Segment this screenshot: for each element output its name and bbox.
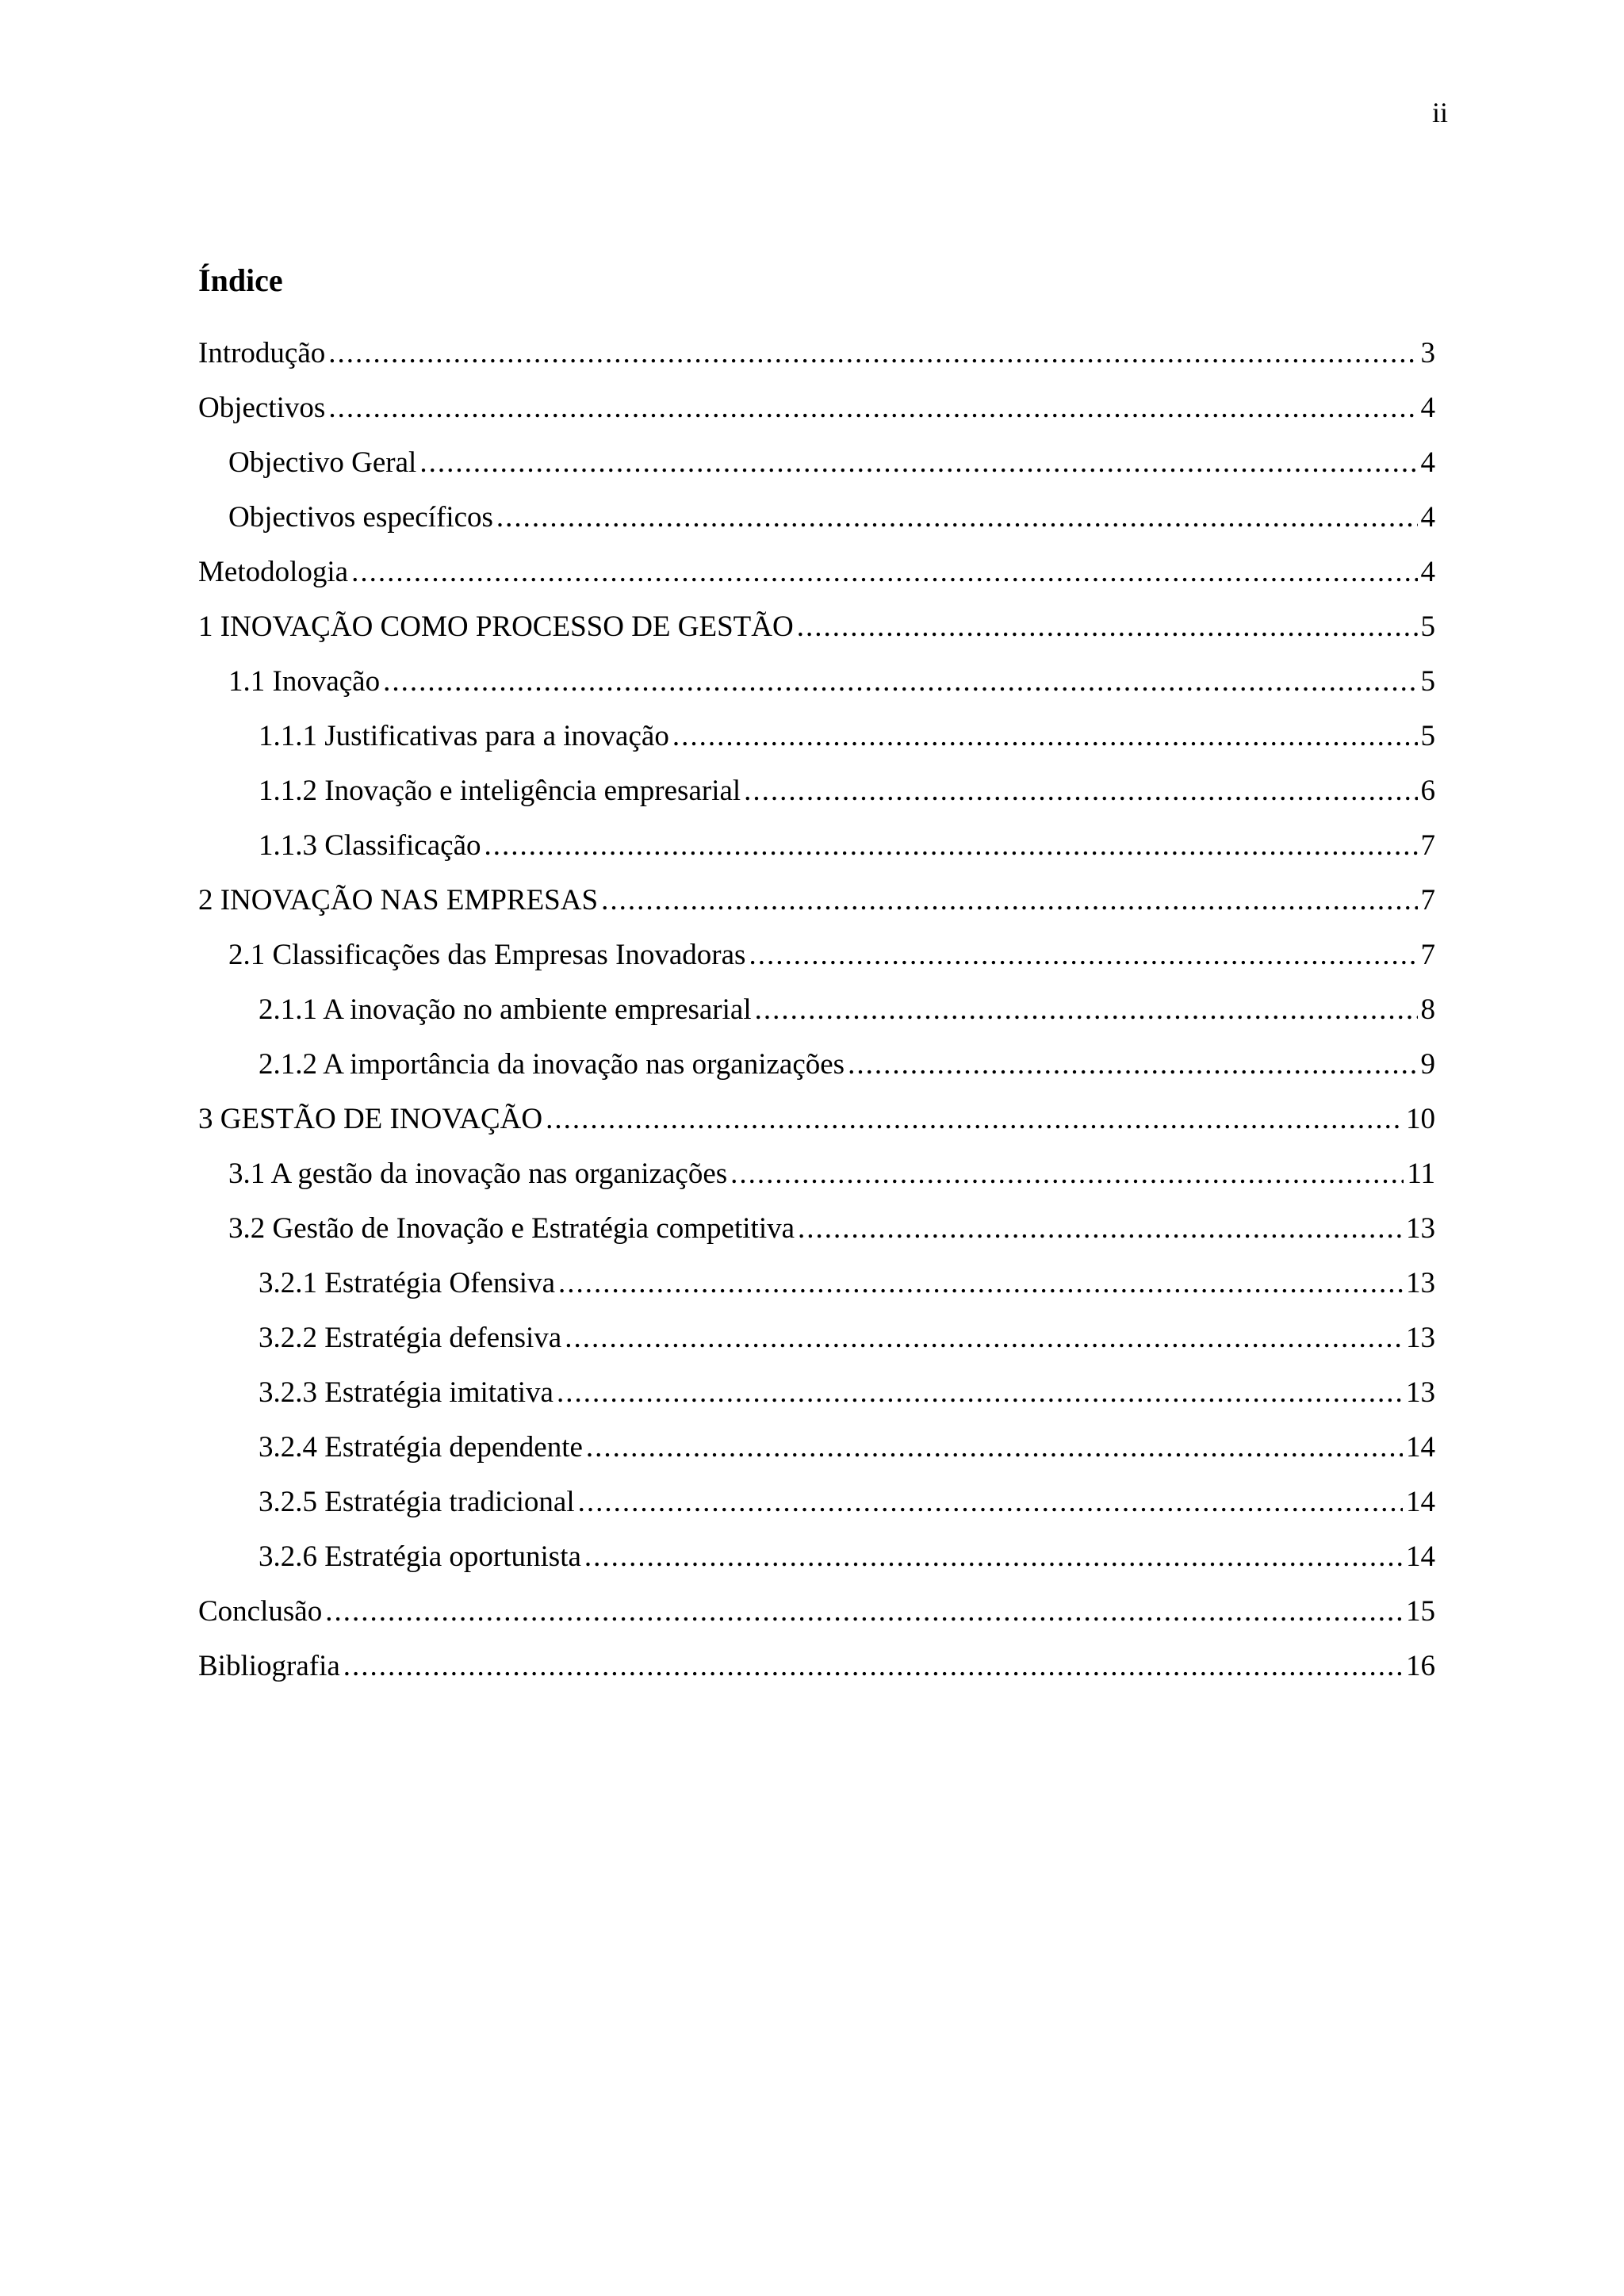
toc-dot-leader [798, 1211, 1403, 1246]
toc-dot-leader [383, 664, 1417, 698]
toc-dot-leader [558, 1266, 1403, 1300]
toc-dot-leader [672, 719, 1418, 753]
toc-entry[interactable] [198, 1266, 1435, 1321]
toc-entry-label: 3.2.2 Estratégia defensiva [259, 1322, 562, 1354]
toc-entry[interactable] [198, 828, 1435, 883]
toc-entry[interactable] [198, 719, 1435, 774]
toc-entry[interactable] [198, 1157, 1435, 1211]
toc-dot-leader [343, 1649, 1403, 1683]
toc-dot-leader [749, 938, 1417, 972]
toc-entry-label: 1.1.2 Inovação e inteligência empresarial [259, 775, 741, 807]
toc-entry-page-number: 16 [1406, 1650, 1435, 1682]
toc-entry-page-number: 8 [1420, 993, 1435, 1026]
toc-entry-label: 2.1.1 A inovação no ambiente empresarial [259, 993, 752, 1026]
toc-dot-leader [419, 446, 1417, 480]
toc-dot-leader [565, 1321, 1403, 1355]
toc-entry-label: 1.1.3 Classificação [259, 829, 481, 862]
toc-entry[interactable] [198, 1211, 1435, 1266]
toc-entry[interactable] [198, 883, 1435, 938]
toc-entry[interactable] [198, 1540, 1435, 1594]
table-of-contents [198, 336, 1435, 1704]
toc-entry[interactable] [198, 993, 1435, 1047]
toc-entry[interactable] [198, 1485, 1435, 1540]
toc-entry-label: Objectivos [198, 392, 326, 424]
toc-dot-leader [557, 1376, 1403, 1410]
toc-entry[interactable] [198, 1649, 1435, 1704]
toc-entry-page-number: 14 [1406, 1540, 1435, 1573]
toc-entry-label: 3.2.5 Estratégia tradicional [259, 1486, 575, 1518]
toc-entry[interactable] [198, 446, 1435, 500]
toc-entry[interactable] [198, 336, 1435, 391]
toc-entry-page-number: 6 [1420, 775, 1435, 807]
toc-entry-label: 3.2.3 Estratégia imitativa [259, 1376, 553, 1409]
toc-entry-page-number: 7 [1420, 939, 1435, 971]
toc-entry-page-number: 7 [1420, 829, 1435, 862]
toc-entry[interactable] [198, 555, 1435, 610]
toc-dot-leader [485, 828, 1418, 863]
toc-entry-page-number: 7 [1420, 884, 1435, 916]
toc-entry-label: 3.2 Gestão de Inovação e Estratégia competitiva [228, 1212, 795, 1245]
toc-entry-page-number: 4 [1420, 501, 1435, 534]
toc-entry[interactable] [198, 938, 1435, 993]
toc-dot-leader [797, 610, 1418, 644]
toc-entry-page-number: 4 [1420, 392, 1435, 424]
toc-dot-leader [601, 883, 1417, 917]
toc-entry-page-number: 14 [1406, 1431, 1435, 1464]
toc-entry[interactable] [198, 1594, 1435, 1649]
toc-dot-leader [578, 1485, 1403, 1519]
toc-entry-label: 2.1 Classificações das Empresas Inovadoras [228, 939, 746, 971]
toc-entry-page-number: 13 [1406, 1267, 1435, 1299]
toc-entry[interactable] [198, 500, 1435, 555]
toc-dot-leader [755, 993, 1418, 1027]
toc-entry-page-number: 4 [1420, 446, 1435, 479]
toc-dot-leader [744, 774, 1417, 808]
toc-dot-leader [586, 1430, 1403, 1464]
toc-dot-leader [351, 555, 1417, 589]
toc-entry-label: Objectivo Geral [228, 446, 417, 479]
toc-entry-label: 3.2.6 Estratégia oportunista [259, 1540, 581, 1573]
toc-entry-label: 1.1 Inovação [228, 665, 381, 698]
toc-entry-page-number: 3 [1420, 337, 1435, 369]
toc-entry-label: Metodologia [198, 556, 349, 588]
toc-dot-leader [328, 391, 1417, 425]
toc-entry[interactable] [198, 1430, 1435, 1485]
toc-entry-label: 3.2.1 Estratégia Ofensiva [259, 1267, 555, 1299]
toc-dot-leader [328, 336, 1417, 370]
toc-entry[interactable] [198, 610, 1435, 664]
toc-entry-page-number: 13 [1406, 1212, 1435, 1245]
toc-entry-label: 2 INOVAÇÃO NAS EMPRESAS [198, 884, 599, 916]
toc-entry-page-number: 10 [1406, 1103, 1435, 1135]
toc-entry[interactable] [198, 1047, 1435, 1102]
toc-entry-label: Bibliografia [198, 1650, 340, 1682]
toc-entry-label: 1 INOVAÇÃO COMO PROCESSO DE GESTÃO [198, 610, 794, 643]
toc-entry[interactable] [198, 1376, 1435, 1430]
toc-entry-label: 3.1 A gestão da inovação nas organizações [228, 1158, 728, 1190]
page-number: ii [1431, 97, 1448, 128]
toc-entry-page-number: 9 [1420, 1048, 1435, 1081]
toc-dot-leader [730, 1157, 1404, 1191]
toc-entry-page-number: 13 [1406, 1376, 1435, 1409]
toc-entry[interactable] [198, 664, 1435, 719]
toc-entry-page-number: 5 [1420, 665, 1435, 698]
toc-entry-label: Objectivos específicos [228, 501, 493, 534]
toc-entry[interactable] [198, 1102, 1435, 1157]
toc-entry[interactable] [198, 774, 1435, 828]
toc-entry-page-number: 15 [1406, 1595, 1435, 1628]
toc-dot-leader [546, 1102, 1403, 1136]
toc-dot-leader [496, 500, 1418, 534]
toc-entry[interactable] [198, 391, 1435, 446]
toc-entry-label: 1.1.1 Justificativas para a inovação [259, 720, 669, 752]
toc-dot-leader [584, 1540, 1403, 1574]
toc-dot-leader [325, 1594, 1403, 1628]
toc-entry-page-number: 11 [1407, 1158, 1435, 1190]
toc-entry-page-number: 5 [1420, 610, 1435, 643]
toc-entry-page-number: 14 [1406, 1486, 1435, 1518]
toc-entry-page-number: 13 [1406, 1322, 1435, 1354]
toc-dot-leader [848, 1047, 1417, 1081]
toc-entry-page-number: 4 [1420, 556, 1435, 588]
toc-entry[interactable] [198, 1321, 1435, 1376]
toc-entry-page-number: 5 [1420, 720, 1435, 752]
toc-title: Índice [198, 262, 283, 298]
toc-entry-label: Introdução [198, 337, 326, 369]
toc-entry-label: 3.2.4 Estratégia dependente [259, 1431, 583, 1464]
toc-entry-label: 2.1.2 A importância da inovação nas organizações [259, 1048, 845, 1081]
toc-entry-label: Conclusão [198, 1595, 323, 1628]
toc-entry-label: 3 GESTÃO DE INOVAÇÃO [198, 1103, 543, 1135]
